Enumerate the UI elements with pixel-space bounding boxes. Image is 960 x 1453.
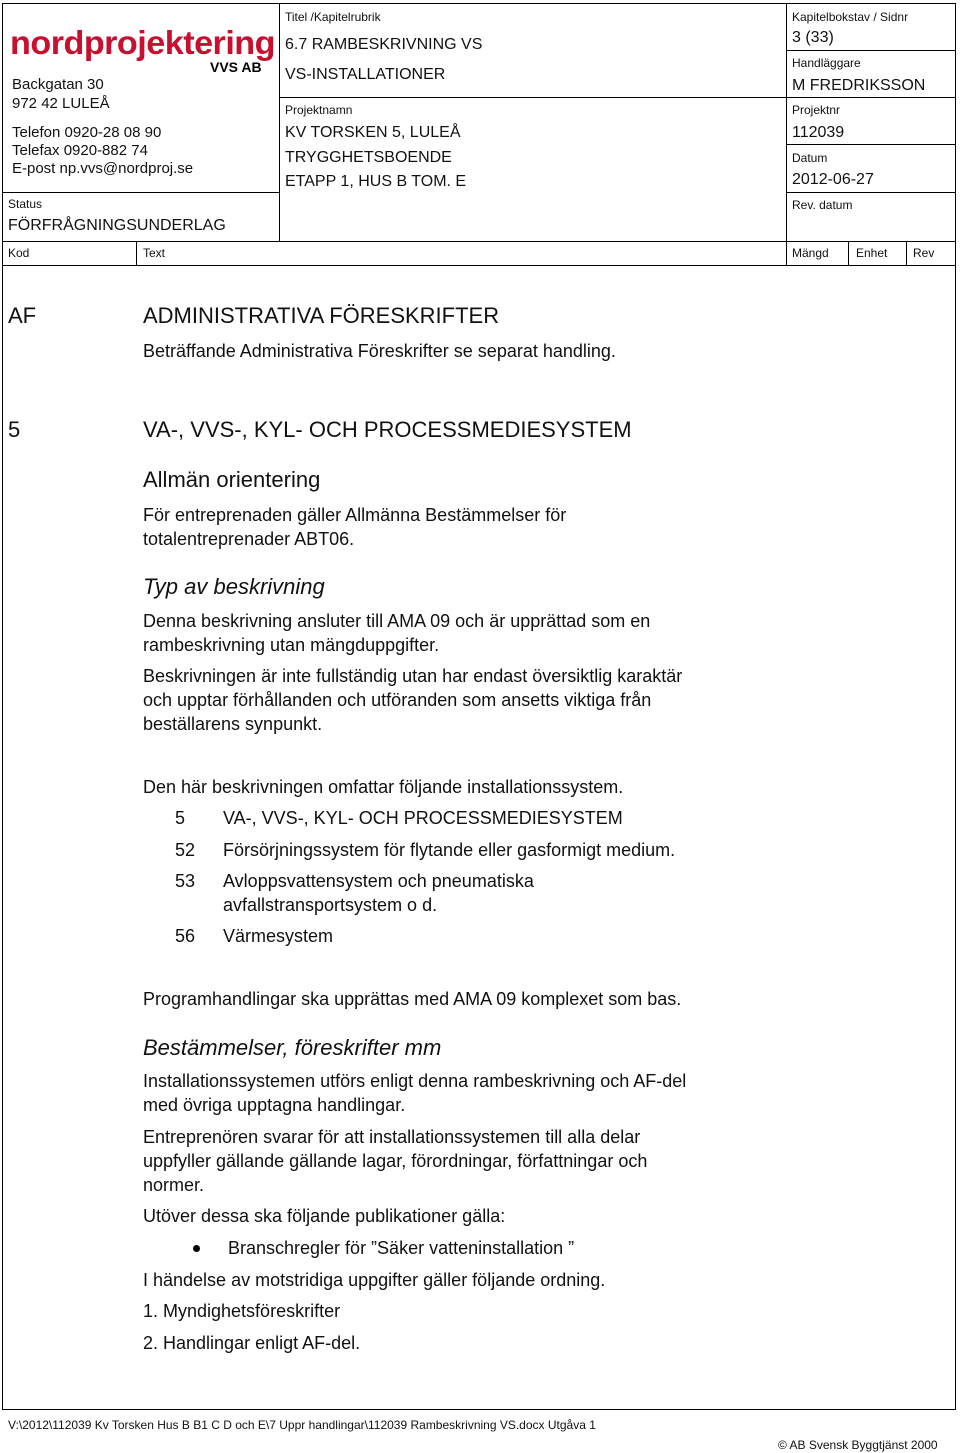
- col-div-mangd: [786, 241, 787, 265]
- program-text: Programhandlingar ska upprättas med AMA 09 komplexet som bas.: [143, 989, 682, 1009]
- type-text-2: rambeskrivning utan mängduppgifter.: [143, 635, 440, 655]
- af-code: AF: [8, 303, 37, 328]
- revdate-label: Rev. datum: [792, 198, 853, 212]
- frame-left: [2, 3, 3, 1410]
- date-label: Datum: [792, 151, 828, 165]
- title-line-1: 6.7 RAMBESKRIVNING VS: [285, 36, 483, 53]
- project-label: Projektnamn: [285, 103, 353, 117]
- column-mangd: Mängd: [792, 246, 829, 260]
- status-label: Status: [8, 197, 43, 211]
- column-rev: Rev: [913, 246, 935, 260]
- title-label: Titel /Kapitelrubrik: [285, 10, 381, 24]
- projnr-value: 112039: [792, 124, 845, 141]
- project-line-1: KV TORSKEN 5, LULEÅ: [285, 124, 461, 141]
- header-hline-title: [279, 97, 786, 98]
- header-hline-projnr: [786, 144, 956, 145]
- contractor-text-1: Entreprenören svarar för att installationssystemen till alla delar: [143, 1127, 641, 1147]
- frame-top: [2, 3, 956, 4]
- system-code: 56: [175, 926, 196, 946]
- col-div-rev: [906, 241, 907, 265]
- system-text-continued: avfallstransportsystem o d.: [223, 895, 438, 915]
- desc-text-1: Beskrivningen är inte fullständig utan har endast översiktlig karaktär: [143, 666, 683, 686]
- logo-subtext: VVS AB: [210, 59, 262, 74]
- column-text: Text: [143, 246, 166, 260]
- general-heading: Allmän orientering: [143, 467, 321, 492]
- title-line-2: VS-INSTALLATIONER: [285, 66, 446, 83]
- header-hline-handler: [786, 97, 956, 98]
- frame-bottom: [2, 1409, 956, 1410]
- frame-right: [955, 3, 956, 1410]
- desc-text-2: och upptar förhållanden och utföranden som ansetts viktiga från: [143, 690, 652, 710]
- rules-text-1: Installationssystemen utförs enligt denna rambeskrivning och AF-del: [143, 1071, 687, 1091]
- general-text-1: För entreprenaden gäller Allmänna Bestämmelser för: [143, 505, 567, 525]
- logo-wordmark: nordprojektering: [10, 24, 275, 61]
- handler-label: Handläggare: [792, 56, 861, 70]
- bullet-dot-icon: [193, 1245, 200, 1252]
- type-text-1: Denna beskrivning ansluter till AMA 09 och är upprättad som en: [143, 611, 651, 631]
- section-5-title: VA-, VVS-, KYL- OCH PROCESSMEDIESYSTEM: [143, 417, 632, 442]
- project-line-2: TRYGGHETSBOENDE: [285, 149, 452, 166]
- footer-copyright: © AB Svensk Byggtjänst 2000: [778, 1438, 938, 1452]
- publications-intro: Utöver dessa ska följande publikationer gälla:: [143, 1206, 506, 1226]
- header-bottom-line: [2, 241, 956, 242]
- handler-value: M FREDRIKSSON: [792, 77, 926, 94]
- header-hline-status: [2, 192, 279, 193]
- address-line-2: 972 42 LULEÅ: [12, 95, 110, 112]
- system-text: Försörjningssystem för flytande eller gasformigt medium.: [223, 840, 676, 860]
- system-code: 52: [175, 840, 196, 860]
- phone-number: Telefon 0920-28 08 90: [12, 124, 162, 141]
- column-bottom-line: [2, 265, 956, 266]
- header-hline-page: [786, 50, 956, 51]
- fax-number: Telefax 0920-882 74: [12, 142, 148, 159]
- rules-text-2: med övriga upptagna handlingar.: [143, 1095, 406, 1115]
- email-address: E-post np.vvs@nordproj.se: [12, 160, 194, 177]
- header-hline-date: [786, 192, 956, 193]
- af-text: Beträffande Administrativa Föreskrifter se separat handling.: [143, 341, 616, 361]
- header-divider-2: [786, 3, 787, 241]
- page-label: Kapitelbokstav / Sidnr: [792, 10, 909, 24]
- project-line-3: ETAPP 1, HUS B TOM. E: [285, 173, 467, 190]
- date-value: 2012-06-27: [792, 171, 874, 188]
- column-kod: Kod: [8, 246, 30, 260]
- page-value: 3 (33): [792, 29, 834, 46]
- address-line-1: Backgatan 30: [12, 76, 104, 93]
- system-text: Värmesystem: [223, 926, 334, 946]
- system-text: Avloppsvattensystem och pneumatiska: [223, 871, 534, 891]
- status-value: FÖRFRÅGNINGSUNDERLAG: [8, 217, 226, 234]
- system-code: 53: [175, 871, 196, 891]
- projnr-label: Projektnr: [792, 103, 841, 117]
- col-div-kod: [136, 241, 137, 265]
- column-enhet: Enhet: [856, 246, 888, 260]
- conflict-text: I händelse av motstridiga uppgifter gäller följande ordning.: [143, 1270, 606, 1290]
- bullet-item: Branschregler för ”Säker vatteninstallation ”: [228, 1238, 575, 1258]
- system-text: VA-, VVS-, KYL- OCH PROCESSMEDIESYSTEM: [223, 808, 623, 828]
- col-div-enhet: [848, 241, 849, 265]
- general-text-2: totalentreprenader ABT06.: [143, 529, 355, 549]
- footer-file-path: V:\2012\112039 Kv Torsken Hus B B1 C D och E\7 Uppr handlingar\112039 Rambeskrivning VS.docx Utgåva 1: [8, 1418, 596, 1432]
- order-item-2: 2. Handlingar enligt AF-del.: [143, 1333, 361, 1353]
- type-heading: Typ av beskrivning: [143, 574, 325, 599]
- order-item-1: 1. Myndighetsföreskrifter: [143, 1301, 341, 1321]
- contractor-text-2: uppfyller gällande gällande lagar, förordningar, författningar och: [143, 1151, 648, 1171]
- rules-heading: Bestämmelser, föreskrifter mm: [143, 1035, 442, 1060]
- desc-text-3: beställarens synpunkt.: [143, 714, 323, 734]
- section-5-code: 5: [8, 417, 21, 442]
- systems-intro: Den här beskrivningen omfattar följande installationssystem.: [143, 777, 624, 797]
- af-title: ADMINISTRATIVA FÖRESKRIFTER: [143, 303, 500, 328]
- company-logo: [10, 24, 280, 74]
- contractor-text-3: normer.: [143, 1175, 205, 1195]
- system-code: 5: [175, 808, 186, 828]
